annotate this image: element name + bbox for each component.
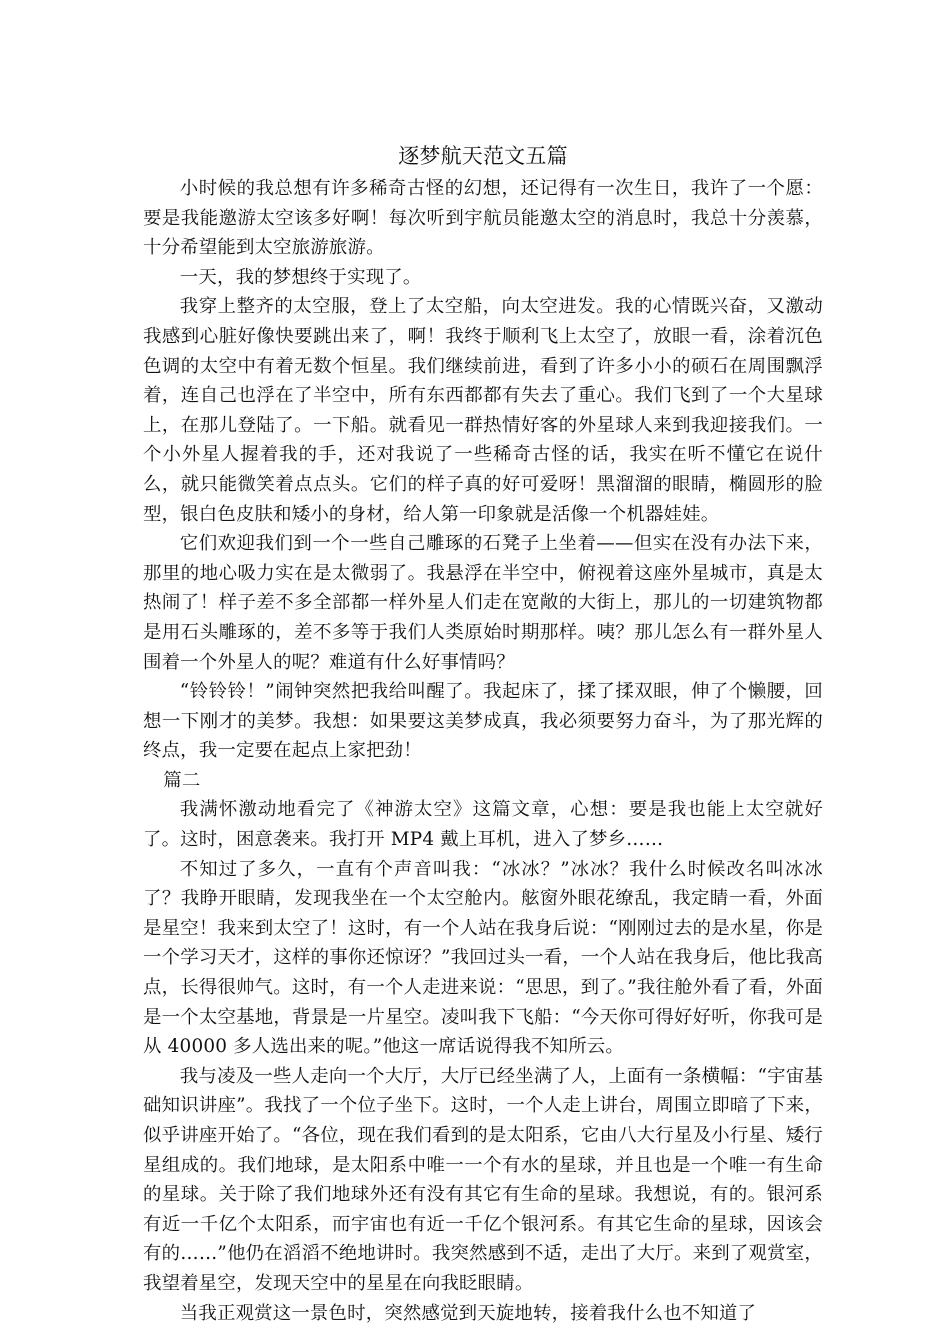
- paragraph: 我穿上整齐的太空服，登上了太空船，向太空进发。我的心情既兴奋，又激动我感到心脏好像快要跳出来了，啊！我终于顺利飞上太空了，放眼一看，涂着沉色色调的太空中有着无数个恒星。我们继续前进，看到了许多小小的硕石在周围飘浮着，连自己也浮在了半空中，所有东西都都有失去了重心。我们飞到了一个大星球上，在那儿登陆了。一下船。就看见一群热情好客的外星球人来到我迎接我们。一个小外星人握着我的手，还对我说了一些稀奇古怪的话，我实在听不懂它在说什么，就只能微笑着点点头。它们的样子真的好可爱呀！黑溜溜的眼睛，椭圆形的脸型，银白色皮肤和矮小的身材，给人第一印象就是活像一个机器娃娃。: [143, 296, 823, 525]
- paragraph: 它们欢迎我们到一个一些自己雕琢的石凳子上坐着——但实在没有办法下来，那里的地心吸力实在是太微弱了。我悬浮在半空中，俯视着这座外星城市，真是太热闹了！样子差不多全部都一样外星人们走在宽敞的大街上，那儿的一切建筑物都是用石头雕琢的，差不多等于我们人类原始时期那样。咦？那儿怎么有一群外星人围着一个外星人的呢？难道有什么好事情吗？: [143, 533, 823, 673]
- section-heading: 篇二: [163, 769, 201, 791]
- paragraph: 当我正观赏这一景色时，突然感觉到天旋地转，接着我什么也不知道了: [179, 1302, 757, 1324]
- paragraph: “铃铃铃！”闹钟突然把我给叫醒了。我起床了，揉了揉双眼，伸了个懒腰，回想一下刚才的美梦。我想：如果要这美梦成真，我必须要努力奋斗，为了那光辉的终点，我一定要在起点上家把劲！: [143, 681, 823, 762]
- document-body: [143, 138, 823, 1328]
- paragraph: 一天，我的梦想终于实现了。: [179, 266, 422, 288]
- paragraph: 小时候的我总想有许多稀奇古怪的幻想，还记得有一次生日，我许了一个愿：要是我能邀游太空该多好啊！每次听到宇航员能邀太空的消息时，我总十分羡慕，十分希望能到太空旅游旅游。: [143, 178, 823, 259]
- document-title: 逐梦航天范文五篇: [398, 144, 568, 168]
- paragraph: 我与凌及一些人走向一个大厅，大厅已经坐满了人，上面有一条横幅：“宇宙基础知识讲座”。我找了一个位子坐下。这时，一个人走上讲台，周围立即暗了下来，似乎讲座开始了。“各位，现在我们看到的是太阳系，它由八大行星及小行星、矮行星组成的。我们地球，是太阳系中唯一一个有水的星球，并且也是一个唯一有生命的星球。关于除了我们地球外还有没有其它有生命的星球。我想说，有的。银河系有近一千亿个太阳系，而宇宙也有近一千亿个银河系。有其它生命的星球，因该会有的……”他仍在滔滔不绝地讲时。我突然感到不适，走出了大厅。来到了观赏室，我望着星空，发现天空中的星星在向我眨眼睛。: [143, 1065, 823, 1294]
- paragraph: 我满怀激动地看完了《神游太空》这篇文章，心想：要是我也能上太空就好了。这时，困意袭来。我打开 MP4 戴上耳机，进入了梦乡……: [143, 799, 823, 851]
- paragraph: 不知过了多久，一直有个声音叫我：“冰冰？”冰冰？我什么时候改名叫冰冰了？我睁开眼睛，发现我坐在一个太空舱内。舷窗外眼花缭乱，我定睛一看，外面是星空！我来到太空了！这时，有一个人站在我身后说：“刚刚过去的是水星，你是一个学习天才，这样的事你还惊讶？”我回过头一看，一个人站在我身后，他比我高点，长得很帅气。这时，有一个人走进来说：“思思，到了。”我往舱外看了看，外面是一个太空基地，背景是一片星空。凌叫我下飞船：“今天你可得好好听，你我可是从 40000 多人选出来的呢。”他这一席话说得我不知所云。: [143, 858, 823, 1058]
